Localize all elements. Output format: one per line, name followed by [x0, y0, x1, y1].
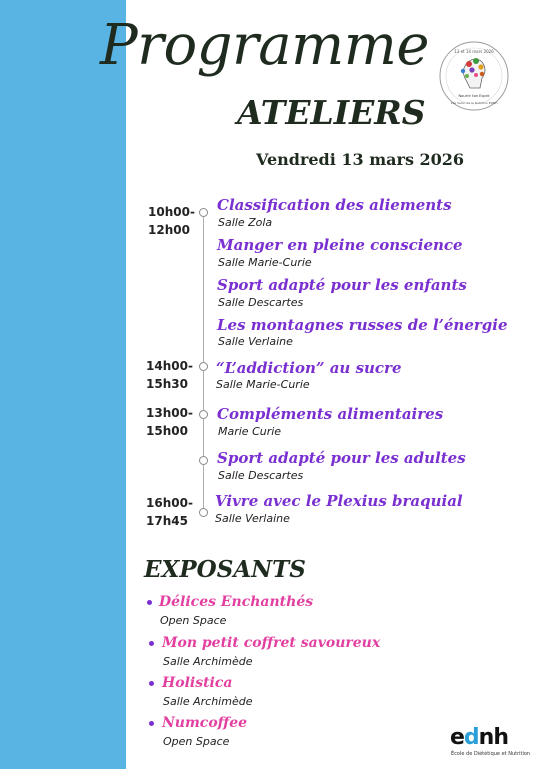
workshop-room: Salle Zola — [218, 216, 273, 229]
time-slot-2-end: 15h30 — [146, 377, 188, 391]
exposant-name: Numcoffee — [162, 715, 248, 731]
workshop-title: Les montagnes russes de l’énergie — [217, 316, 508, 334]
svg-text:Nourrir ton Esprit: Nourrir ton Esprit — [458, 94, 490, 98]
svg-text:13 et 14 mars 2026: 13 et 14 mars 2026 — [454, 49, 494, 54]
bullet-icon — [147, 600, 152, 605]
time-slot-2-start: 14h00- — [146, 359, 193, 373]
time-slot-1-start: 10h00- — [148, 205, 195, 219]
workshop-title: Manger en pleine conscience — [217, 236, 463, 254]
time-slot-3-end: 15h00 — [146, 424, 188, 438]
workshop-room: Salle Verlaine — [218, 335, 293, 348]
time-slot-3 — [146, 404, 193, 440]
bullet-icon — [149, 641, 154, 646]
workshop-room: Salle Marie-Curie — [216, 378, 310, 391]
workshop-title: “L’addiction” au sucre — [216, 359, 402, 377]
svg-text:12e Salon de la Nutrition EDNH: 12e Salon de la Nutrition EDNH — [450, 101, 498, 105]
workshop-title: Sport adapté pour les adultes — [217, 449, 466, 467]
timeline-dot — [199, 362, 208, 371]
bullet-icon — [149, 721, 154, 726]
brand-letters-nh: nh — [478, 725, 508, 750]
exposant-room: Salle Archimède — [163, 695, 253, 708]
bullet-icon — [149, 681, 154, 686]
brand-letter-d: d — [463, 725, 479, 750]
ednh-logo — [450, 727, 508, 749]
page-subtitle: ATELIERS — [237, 93, 426, 132]
side-color-band — [0, 0, 126, 769]
exposant-room: Open Space — [163, 735, 230, 748]
brand-tagline: École de Diététique et Nutrition — [451, 751, 531, 757]
timeline-dot — [199, 508, 208, 517]
page-title: Programme — [100, 13, 430, 78]
timeline-dot — [199, 456, 208, 465]
exposant-name: Délices Enchanthés — [159, 594, 314, 610]
time-slot-4-start: 16h00- — [146, 496, 193, 510]
timeline-dot — [199, 208, 208, 217]
time-slot-1 — [148, 203, 195, 239]
time-slot-4 — [146, 494, 193, 530]
workshop-title: Vivre avec le Plexius braquial — [215, 492, 463, 510]
workshop-room: Salle Descartes — [218, 469, 304, 482]
timeline-dot — [199, 410, 208, 419]
exposant-room: Open Space — [160, 614, 227, 627]
time-slot-2 — [146, 357, 193, 393]
workshop-room: Salle Verlaine — [215, 512, 290, 525]
workshop-room: Marie Curie — [218, 425, 282, 438]
brand-letter-e: e — [450, 725, 464, 750]
exposant-name: Mon petit coffret savoureux — [162, 635, 381, 651]
time-slot-3-start: 13h00- — [146, 406, 193, 420]
workshop-room: Salle Marie-Curie — [218, 256, 312, 269]
exposant-room: Salle Archimède — [163, 655, 253, 668]
workshop-title: Compléments alimentaires — [217, 405, 444, 423]
exposant-name: Holistica — [162, 675, 233, 691]
salon-logo — [438, 40, 510, 112]
event-date: Vendredi 13 mars 2026 — [256, 150, 465, 169]
workshop-title: Classification des aliements — [217, 196, 452, 214]
workshop-title: Sport adapté pour les enfants — [217, 276, 467, 294]
exposants-heading: EXPOSANTS — [144, 556, 306, 583]
workshop-room: Salle Descartes — [218, 296, 304, 309]
time-slot-4-end: 17h45 — [146, 514, 188, 528]
time-slot-1-end: 12h00 — [148, 223, 190, 237]
